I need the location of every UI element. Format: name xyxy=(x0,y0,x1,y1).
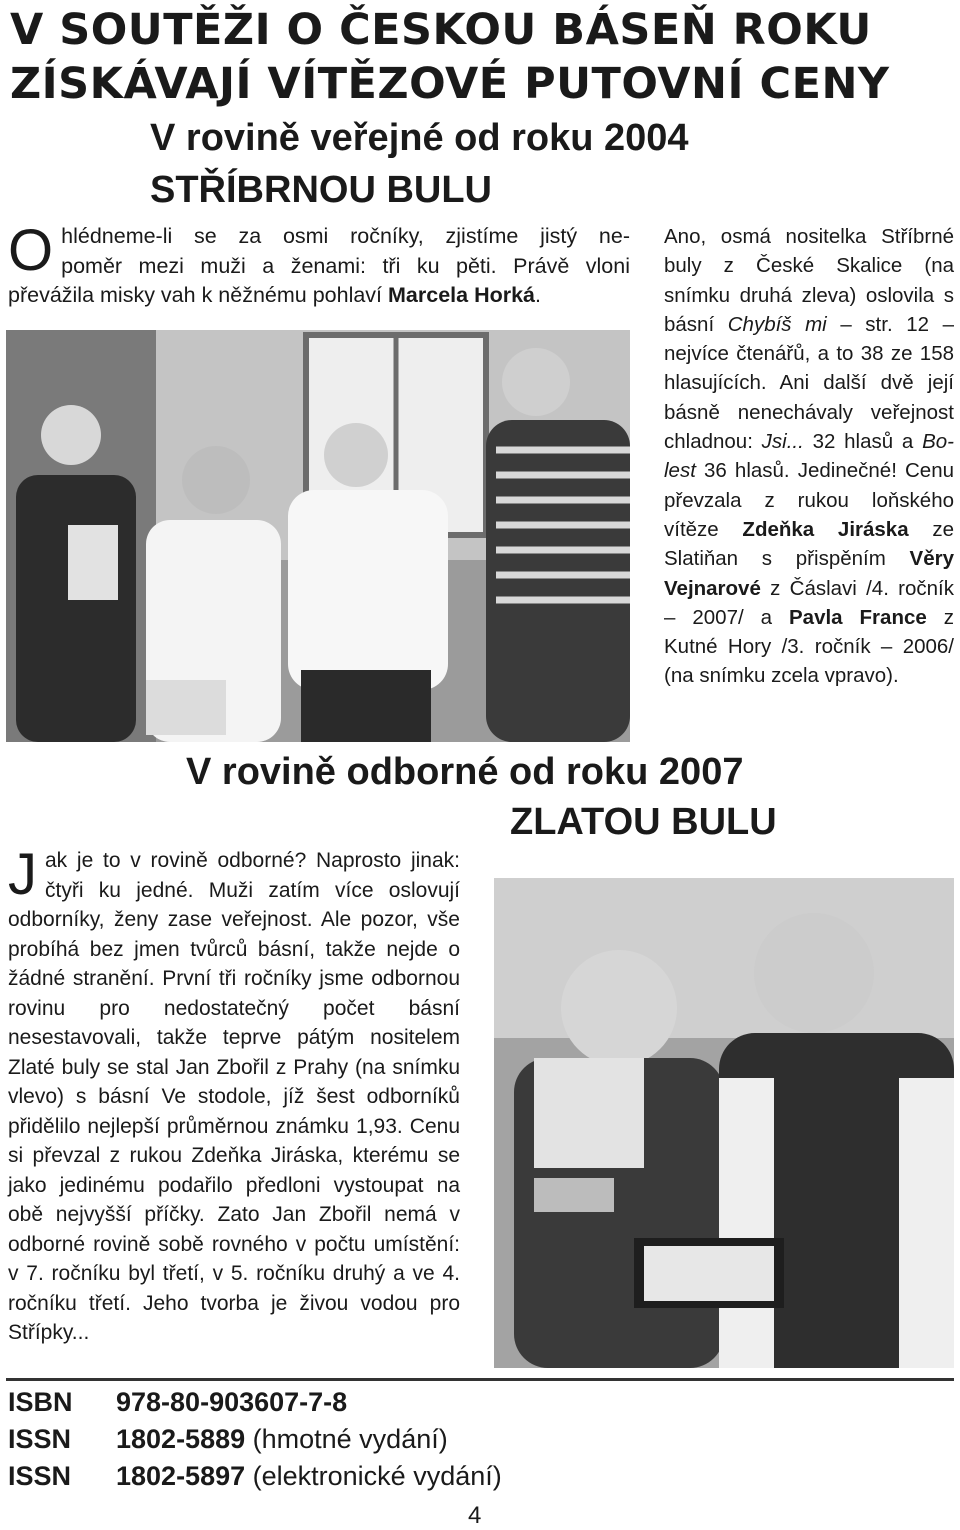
section2-body: Jak je to v rovině odborné? Naprosto jinak: čtyři ku jedné. Muži zatím více oslovují odborníky, ženy zase veřejnost. Ale pozor, vše probíhá bez jmen tvůrců básní, takže nejde o žádné stranění. První tři ročníky jsme odbornou rovinu pro nedostatečný počet básní nesestavovali, takže teprve pátým nositelem Zlaté buly se stal Jan Zbořil z Prahy (na snímku vlevo) s básní Ve stodole, jíž šest odborníků přidělilo nejlepší průměrnou známku 1,93. Cenu si převzal z rukou Zdeňka Jiráska, kterému se jako jedinému podařilo předloni vystoupat na obě nejvyšší příčky. Zato Jan Zbořil nemá v odborné rovině sobě rovného v počtu umístění: v 7. ročníku byl třetí, v 5. ročníku druhý a ve 4. ročníku třetí. Jeho tvorba je živou vodou pro Střípky... xyxy=(8,842,460,1344)
section1-intro xyxy=(8,218,630,311)
name-pavel-franc: Pavla France xyxy=(789,605,927,629)
section1-heading: V rovině veřejné od roku 2004 xyxy=(150,117,689,159)
intro-line-1: hlédneme-li se za osmi ročníky, zjistíme jistý ne- xyxy=(61,224,630,248)
section2-award: ZLATOU BULU xyxy=(510,801,777,843)
identifier-isbn: ISBN 978-80-903607-7-8 xyxy=(8,1387,348,1417)
dropcap-j: J xyxy=(8,842,37,907)
section1-award: STŘÍBRNOU BULU xyxy=(150,169,492,211)
page-number: 4 xyxy=(468,1502,482,1529)
identifier-issn-print: ISSN 1802-5889 (hmotné vydání) xyxy=(8,1424,448,1454)
section1-caption: Ano, osmá nositelka Stříbrné buly z České Skalice (na snímku druhá zleva) oslovila s básní Chybíš mi – str. 12 – nejvíce čtenářů, a to 38 ze 158 hlasujících. Ani další dvě její básně nenechávaly veřejnost chladnou: Jsi... 32 hlasů a Bolest 36 hlasů. Jedinečné! Cenu převzala z rukou loňského vítěze Zdeňka Jiráska ze Slatiňan s přispěním Věry Vejnarové z Čáslavi /4. ročník – 2007/ a Pavla France z Kutné Hory /3. ročník – 2006/ (na snímku zcela vpravo). xyxy=(664,225,954,688)
intro-line-2: poměr mezi muži a ženami: tři ku pěti. Právě vloni xyxy=(61,253,630,278)
divider-line xyxy=(6,1378,954,1381)
photo-gold-award xyxy=(494,878,954,1368)
name-zdenek-jirasek: Zdeňka Jiráska xyxy=(742,517,909,541)
identifier-issn-electronic: ISSN 1802-5897 (elektronické vydání) xyxy=(8,1461,502,1491)
headline-line-2: ZÍSKÁVAJÍ VÍTĚZOVÉ PUTOVNÍ CENY xyxy=(10,59,890,109)
photo-silver-award xyxy=(6,330,630,742)
name-vera-vejnarova: Věry Vejnarové xyxy=(664,547,954,600)
name-marcela-horka: Marcela Horká xyxy=(388,283,536,307)
intro-line-3: převážila misky vah k něžnému pohlaví Marcela Horká. xyxy=(8,283,541,307)
headline-line-1: V SOUTĚŽI O ČESKOU BÁSEŇ ROKU xyxy=(10,5,872,55)
section2-heading: V rovině odborné od roku 2007 xyxy=(186,751,744,793)
dropcap-o: O xyxy=(8,218,54,283)
